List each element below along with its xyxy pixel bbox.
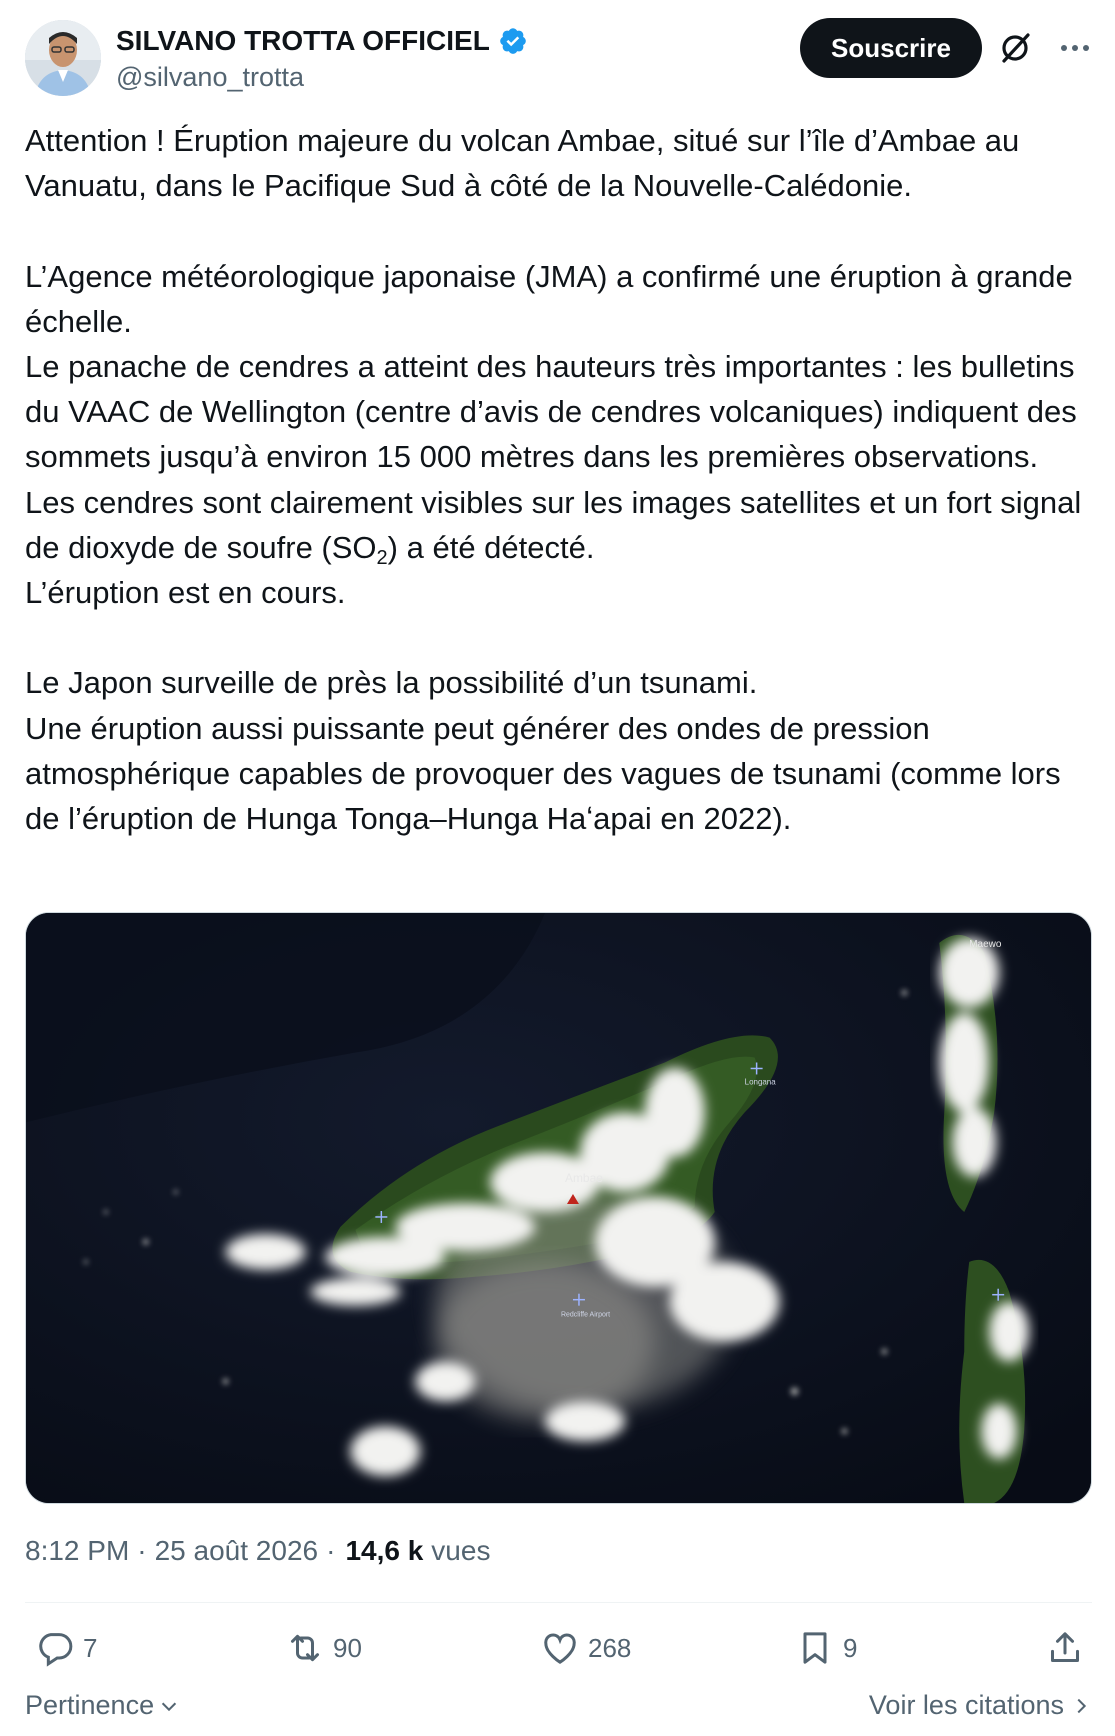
tweet-paragraph-3-text: Le panache de cendres a atteint des hauteurs très importantes : les bulletins du VAAC de Wellington (centre d’avis de cendres volcaniques) indiquent des sommets jusqu’à environ 15 000 mètres dans les premières observations. Les cendres sont clairement visibles sur les images satellites et un fort signal de dioxyde de soufre (SO — [25, 349, 1090, 565]
reply-button[interactable] — [35, 1620, 97, 1676]
retweet-icon — [285, 1628, 325, 1668]
action-bar — [25, 1620, 1092, 1676]
tweet-paragraph-3 — [25, 349, 1090, 569]
sort-label: Pertinence — [25, 1690, 155, 1720]
more-options-icon[interactable] — [1055, 28, 1095, 68]
tweet-paragraph-5: Le Japon surveille de près la possibilité d’un tsunami. — [25, 665, 758, 701]
tweet-paragraph-4: L’éruption est en cours. — [25, 575, 346, 611]
meta-separator: · — [137, 1535, 147, 1566]
map-label-ambae: Ambae — [564, 1171, 603, 1186]
grok-icon[interactable] — [995, 28, 1035, 68]
like-count: 268 — [588, 1632, 632, 1663]
bookmark-icon — [795, 1628, 835, 1668]
share-button[interactable] — [1045, 1620, 1093, 1676]
retweet-button[interactable] — [285, 1620, 362, 1676]
verified-badge-icon — [498, 26, 528, 56]
tweet-paragraph-2: L’Agence météorologique japonaise (JMA) a confirmé une éruption à grande échelle. — [25, 258, 1082, 339]
satellite-image[interactable] — [25, 912, 1092, 1504]
map-label-maewo: Maewo — [969, 938, 1002, 950]
tweet-meta — [25, 1535, 490, 1567]
author-name-row[interactable] — [116, 24, 528, 58]
tweet-paragraph-3-end: ) a été détecté. — [387, 529, 595, 565]
quotes-label: Voir les citations — [868, 1690, 1064, 1720]
like-button[interactable] — [540, 1620, 631, 1676]
tweet-time[interactable]: 8:12 PM — [25, 1535, 130, 1566]
author-display-name[interactable]: SILVANO TROTTA OFFICIEL — [116, 25, 490, 56]
map-label-airport: Redcliffe Airport — [560, 1311, 611, 1319]
so2-subscript: 2 — [376, 546, 388, 569]
meta-separator-2: · — [326, 1535, 336, 1566]
tweet-text — [25, 118, 1090, 841]
tweet-paragraph-6: Une éruption aussi puissante peut générer des ondes de pression atmosphérique capables de provoquer des vagues de tsunami (comme lors de l’éruption de Hunga Tonga–Hunga Haʻapai en 2022). — [25, 710, 1070, 837]
views-label: vues — [431, 1535, 491, 1566]
views-count[interactable]: 14,6 k — [345, 1535, 424, 1566]
divider — [25, 1602, 1092, 1603]
bookmark-count: 9 — [843, 1632, 858, 1663]
reply-count: 7 — [83, 1632, 98, 1663]
chevron-right-icon — [1070, 1695, 1092, 1717]
tweet-date[interactable]: 25 août 2026 — [154, 1535, 319, 1566]
view-quotes-link[interactable] — [869, 1690, 1092, 1721]
subscribe-button[interactable]: Souscrire — [800, 18, 982, 78]
replies-footer — [25, 1690, 1092, 1730]
map-label-longana: Longana — [744, 1077, 776, 1087]
chevron-down-icon — [158, 1695, 180, 1717]
tweet-paragraph-1: Attention ! Éruption majeure du volcan Ambae, situé sur l’île d’Ambae au Vanuatu, dans le Pacifique Sud à côté de la Nouvelle-Calédonie. — [25, 123, 1028, 204]
avatar[interactable] — [25, 20, 101, 96]
share-icon — [1045, 1628, 1085, 1668]
bookmark-button[interactable] — [795, 1620, 857, 1676]
tweet-header — [25, 18, 1095, 98]
reply-icon — [35, 1628, 75, 1668]
heart-icon — [540, 1628, 580, 1668]
author-handle[interactable]: @silvano_trotta — [116, 62, 304, 92]
retweet-count: 90 — [333, 1632, 362, 1663]
sort-dropdown[interactable] — [25, 1690, 180, 1721]
